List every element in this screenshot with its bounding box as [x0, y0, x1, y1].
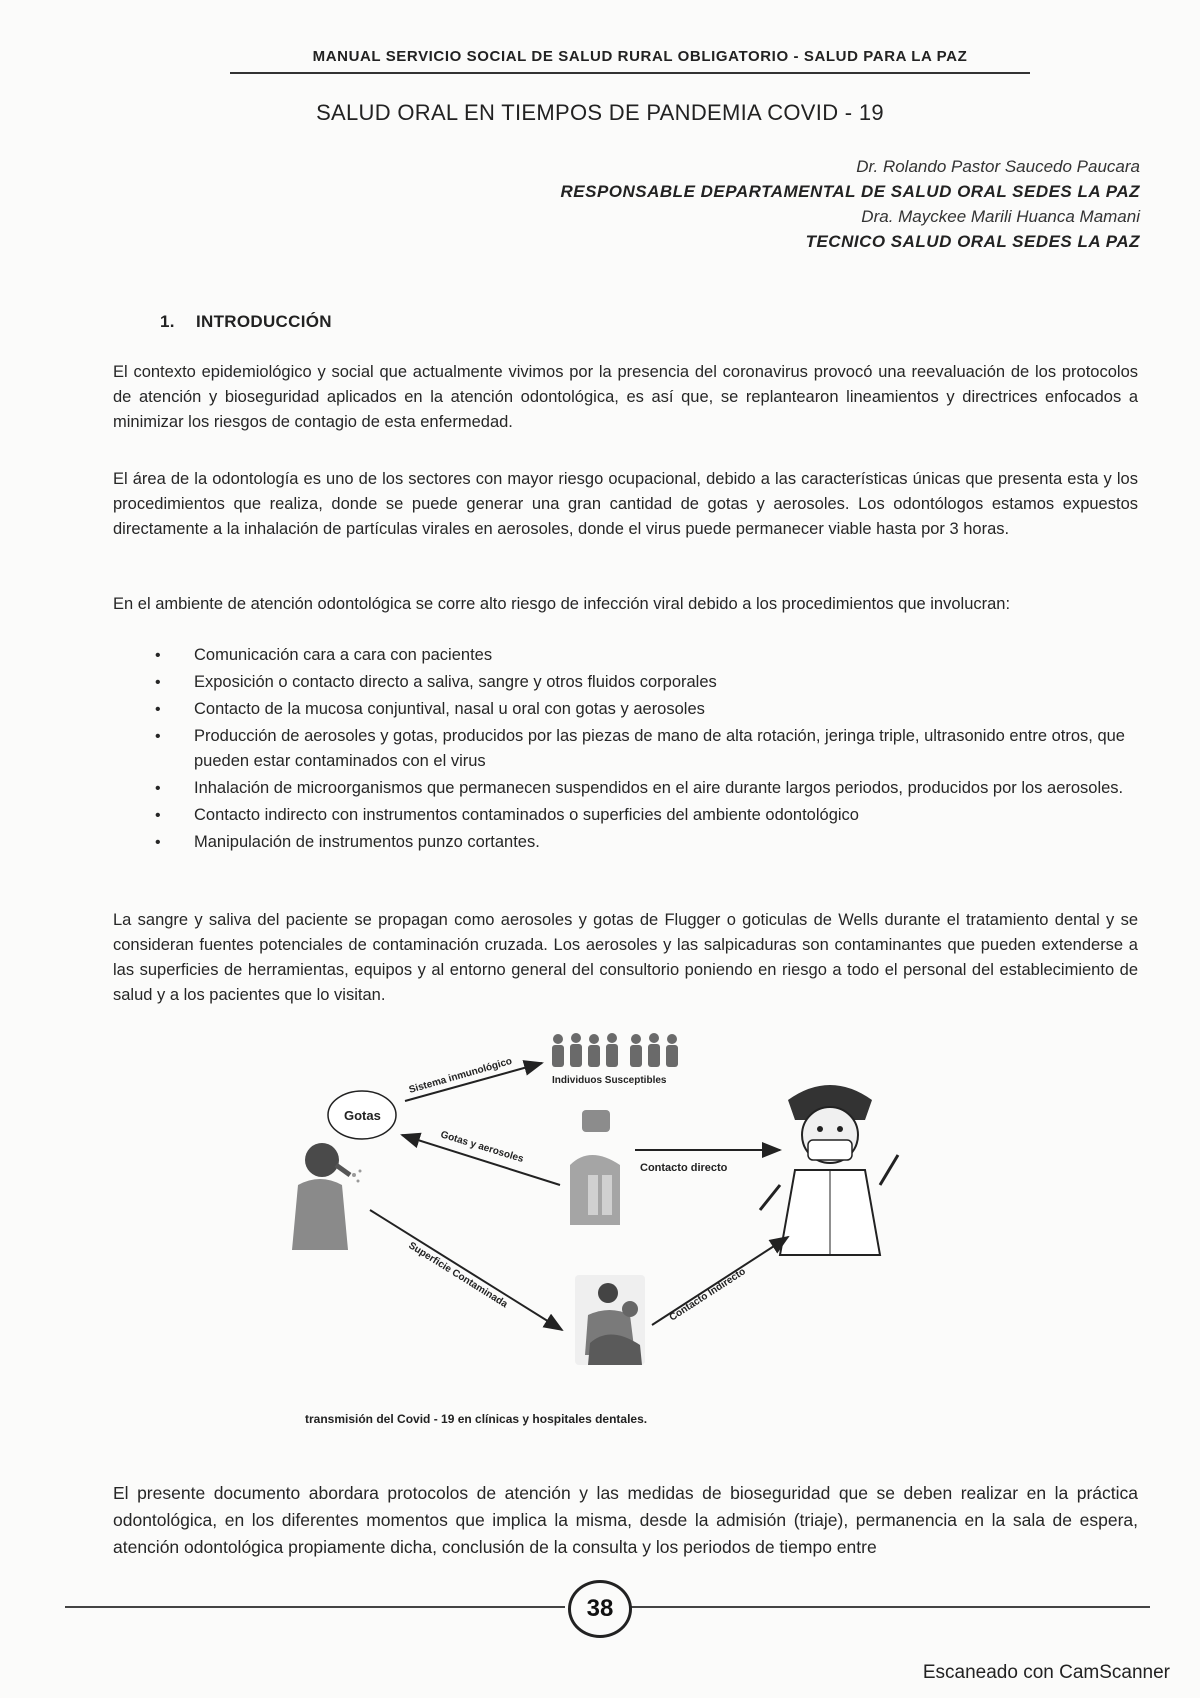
- arrow-superficie: [370, 1210, 562, 1330]
- author-name: Dr. Rolando Pastor Saucedo Paucara: [856, 157, 1140, 176]
- section-number: 1.: [160, 312, 175, 331]
- list-item-text: Comunicación cara a cara con pacientes: [194, 646, 493, 664]
- bullet-icon: •: [155, 674, 161, 691]
- list-item-text: Producción de aerosoles y gotas, producidos por las piezas de mano de alta rotación, jeringa triple, ultrasonido entre otros, que pueden estar contaminados con el virus: [194, 727, 1125, 770]
- list-item: [150, 776, 1140, 801]
- label-gotas: Gotas: [344, 1108, 381, 1123]
- list-item: [150, 830, 1140, 855]
- bullet-icon: •: [155, 701, 161, 718]
- bullet-icon: •: [155, 834, 161, 851]
- figure-caption: transmisión del Covid - 19 en clínicas y hospitales dentales.: [305, 1412, 648, 1426]
- transmission-diagram: [290, 1025, 940, 1405]
- paragraph: El contexto epidemiológico y social que actualmente vivimos por la presencia del coronavirus provocó una reevaluación de los protocolos de atención y bioseguridad aplicados en la atención odontológica, es así que, se replantearon lineamientos y directrices enfocados a minimizar los riesgos de contagio de esta enfermedad.: [113, 363, 1138, 431]
- paragraph: El presente documento abordara protocolos de atención y las medidas de bioseguridad que se deben realizar en la práctica odontológica, en los diferentes momentos que implica la misma, desde la admisión (triaje), permanencia en la sala de espera, atención odontológica propiamente dicha, conclusión de la consulta y los periodos de tiempo entre: [113, 1483, 1138, 1557]
- bullet-icon: •: [155, 807, 161, 824]
- label-individuos: Individuos Susceptibles: [552, 1075, 667, 1086]
- list-item-text: Manipulación de instrumentos punzo cortantes.: [194, 833, 540, 851]
- author-name: Dra. Mayckee Marili Huanca Mamani: [861, 207, 1140, 226]
- paragraph: La sangre y saliva del paciente se propagan como aerosoles y gotas de Flugger o goticulas de Wells durante el tratamiento dental y se consideran fuentes potenciales de contaminación cruzada. Los aerosoles y las salpicaduras son contaminantes que pueden extenderse a las superficies de herramientas, equipos y al entorno general del consultorio poniendo en riesgo a todo el personal del establecimiento de salud y a los pacientes que lo visitan.: [113, 911, 1138, 1004]
- bullet-icon: •: [155, 728, 161, 745]
- list-item: [150, 724, 1140, 774]
- footer-rule: [65, 1606, 565, 1608]
- list-item-text: Inhalación de microorganismos que permanecen suspendidos en el aire durante largos periodos, producidos por los aerosoles.: [194, 779, 1124, 797]
- list-item: [150, 670, 1140, 695]
- section-heading: [160, 312, 332, 332]
- dental-chair-icon: [575, 1275, 645, 1365]
- section-title: INTRODUCCIÓN: [196, 312, 332, 331]
- document-title: SALUD ORAL EN TIEMPOS DE PANDEMIA COVID - 19: [316, 100, 884, 125]
- list-item: [150, 643, 1140, 668]
- label-contacto-directo: Contacto directo: [640, 1162, 728, 1174]
- scanner-watermark: Escaneado con CamScanner: [922, 1662, 1170, 1683]
- coughing-person-icon: [292, 1143, 362, 1250]
- list-item-text: Contacto indirecto con instrumentos contaminados o superficies del ambiente odontológico: [194, 806, 859, 824]
- risk-list: [150, 643, 1140, 857]
- author-role: RESPONSABLE DEPARTAMENTAL DE SALUD ORAL SEDES LA PAZ: [560, 182, 1140, 201]
- list-item-text: Contacto de la mucosa conjuntival, nasal u oral con gotas y aerosoles: [194, 700, 705, 718]
- label-superficie: Superficie Contaminada: [406, 1240, 510, 1311]
- paragraph: En el ambiente de atención odontológica se corre alto riesgo de infección viral debido a los procedimientos que involucran:: [113, 595, 1011, 613]
- footer-rule: [630, 1606, 1150, 1608]
- bullet-icon: •: [155, 780, 161, 797]
- label-contacto-indirecto: Contacto Indirecto: [667, 1266, 748, 1324]
- label-sistema: Sistema inmunológico: [407, 1055, 514, 1096]
- list-item-text: Exposición o contacto directo a saliva, sangre y otros fluidos corporales: [194, 673, 717, 691]
- bullet-icon: •: [155, 647, 161, 664]
- label-gotas-aerosoles: Gotas y aerosoles: [439, 1129, 525, 1166]
- header-rule: [230, 72, 1030, 74]
- list-item: [150, 697, 1140, 722]
- dentist-icon: [760, 1085, 898, 1255]
- dental-instrument-icon: [570, 1110, 620, 1225]
- author-role: TECNICO SALUD ORAL SEDES LA PAZ: [805, 232, 1140, 251]
- authors-block: [440, 154, 1140, 254]
- page-number: 38: [568, 1580, 632, 1638]
- paragraph: El área de la odontología es uno de los sectores con mayor riesgo ocupacional, debido a las características únicas que presenta esta y los procedimientos que realiza, donde se puede generar una gran cantidad de gotas y aerosoles. Los odontólogos estamos expuestos directamente a la inhalación de partículas virales en aerosoles, donde el virus puede permanecer viable hasta por 3 horas.: [113, 470, 1138, 538]
- running-header: MANUAL SERVICIO SOCIAL DE SALUD RURAL OBLIGATORIO - SALUD PARA LA PAZ: [312, 48, 968, 65]
- people-group-icon: [552, 1033, 678, 1067]
- list-item: [150, 803, 1140, 828]
